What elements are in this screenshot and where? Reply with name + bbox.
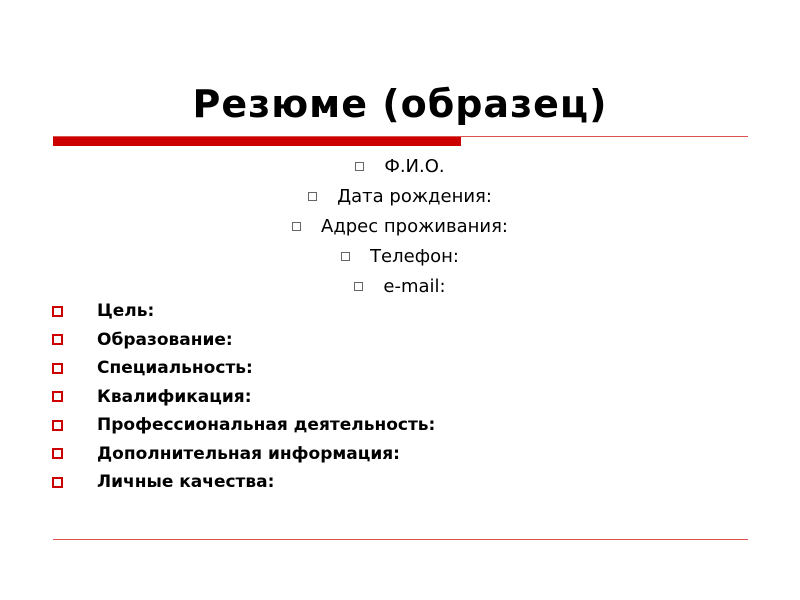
red-square-icon — [52, 391, 63, 402]
list-item — [0, 241, 800, 271]
list-item — [52, 326, 435, 355]
list-item-label: Личные качества: — [97, 472, 275, 493]
red-square-icon — [52, 448, 63, 459]
list-item-label: Образование: — [97, 329, 233, 350]
hollow-square-icon — [292, 222, 301, 231]
hollow-square-icon — [354, 282, 363, 291]
hollow-square-icon — [308, 192, 317, 201]
list-item-label: Адрес проживания: — [321, 215, 508, 237]
red-square-icon — [52, 420, 63, 431]
red-square-icon — [52, 363, 63, 374]
list-item — [52, 297, 435, 326]
list-item — [52, 468, 435, 497]
red-square-icon — [52, 334, 63, 345]
list-item-label: Квалификация: — [97, 386, 252, 407]
hollow-square-icon — [341, 252, 350, 261]
list-item — [52, 440, 435, 469]
list-item-label: Цель: — [97, 301, 155, 322]
list-item — [0, 211, 800, 241]
list-item — [0, 181, 800, 211]
list-item-label: Телефон: — [370, 245, 459, 267]
page-title: Резюме (образец) — [192, 82, 608, 126]
list-item-label: Дополнительная информация: — [97, 443, 400, 464]
list-item-label: Профессиональная деятельность: — [97, 415, 436, 436]
list-item — [52, 411, 435, 440]
list-item-label: Ф.И.О. — [384, 155, 445, 177]
list-item — [52, 383, 435, 412]
red-square-icon — [52, 477, 63, 488]
list-item — [52, 354, 435, 383]
title-underline-accent — [53, 137, 461, 146]
hollow-square-icon — [355, 162, 364, 171]
resume-sections-list — [52, 297, 435, 497]
list-item-label: Специальность: — [97, 358, 253, 379]
personal-info-list — [0, 151, 800, 301]
list-item-label: e-mail: — [383, 275, 446, 297]
list-item — [0, 151, 800, 181]
red-square-icon — [52, 306, 63, 317]
footer-divider — [53, 539, 748, 540]
list-item-label: Дата рождения: — [337, 185, 492, 207]
